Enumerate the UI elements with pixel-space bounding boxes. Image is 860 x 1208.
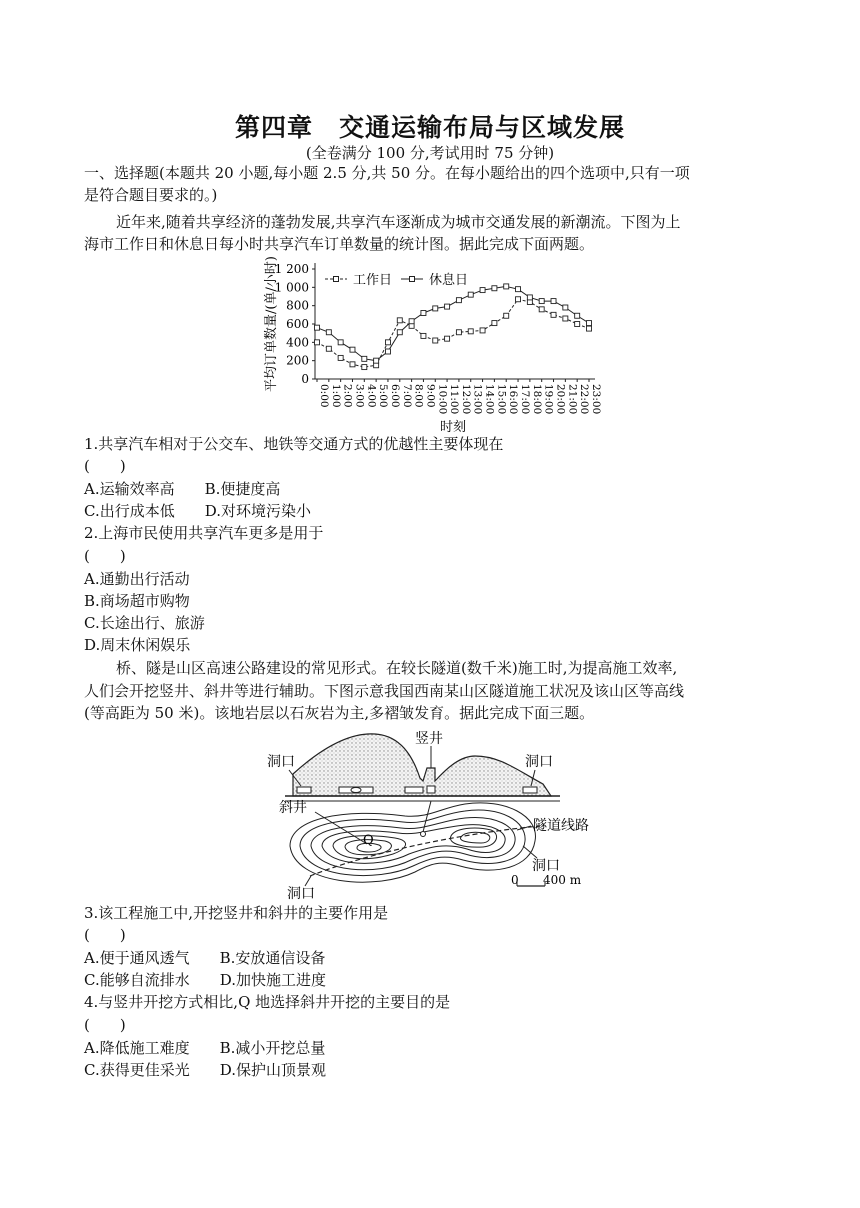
data-point-workday bbox=[362, 365, 367, 370]
x-tick-label: 13:00 bbox=[471, 384, 484, 415]
data-point-holiday bbox=[480, 288, 485, 293]
data-point-holiday bbox=[350, 347, 355, 352]
x-tick-label: 18:00 bbox=[530, 384, 543, 415]
q2-option-b: B.商场超市购物 bbox=[84, 592, 190, 610]
data-point-workday bbox=[551, 312, 556, 317]
data-point-holiday bbox=[587, 321, 592, 326]
label-portal-bottom-right: 洞口 bbox=[532, 858, 560, 874]
y-tick-label: 800 bbox=[286, 298, 309, 313]
x-tick-label: 11:00 bbox=[448, 384, 461, 415]
x-tick-label: 2:00 bbox=[341, 384, 354, 408]
y-tick-label: 200 bbox=[286, 353, 309, 368]
q3-stem: 3.该工程施工中,开挖竖井和斜井的主要作用是 bbox=[84, 904, 389, 922]
data-point-holiday bbox=[409, 319, 414, 324]
data-point-workday bbox=[338, 355, 343, 360]
data-point-holiday bbox=[315, 325, 320, 330]
x-axis-title: 时刻 bbox=[439, 420, 467, 435]
x-tick-label: 7:00 bbox=[400, 384, 413, 408]
q4-options-row2: C.获得更佳采光 D.保护山顶景观 bbox=[84, 1061, 326, 1079]
label-portal-right: 洞口 bbox=[525, 754, 553, 770]
data-point-holiday bbox=[539, 299, 544, 304]
q2-blank: ( ) bbox=[84, 547, 126, 565]
x-tick-label: 1:00 bbox=[329, 384, 342, 408]
x-tick-label: 6:00 bbox=[388, 384, 401, 408]
data-point-holiday bbox=[421, 311, 426, 316]
x-tick-label: 0:00 bbox=[318, 384, 330, 408]
passage2-line3: (等高距为 50 米)。该地岩层以石灰岩为主,多褶皱发育。据此完成下面三题。 bbox=[84, 704, 595, 722]
data-point-holiday bbox=[551, 299, 556, 304]
label-q: Q bbox=[363, 833, 374, 848]
x-tick-label: 3:00 bbox=[353, 384, 366, 408]
section-heading-cont: 是符合题目要求的。) bbox=[84, 186, 218, 204]
tunnel-portal-left bbox=[297, 787, 311, 793]
q3-blank: ( ) bbox=[84, 926, 126, 944]
legend-marker bbox=[334, 277, 339, 282]
y-axis-title: 平均订单数量/(单/小时) bbox=[264, 256, 279, 392]
data-point-holiday bbox=[385, 349, 390, 354]
q3-options-row1: A.便于通风透气 B.安放通信设备 bbox=[84, 949, 326, 967]
data-point-holiday bbox=[338, 340, 343, 345]
data-point-workday bbox=[516, 297, 521, 302]
label-shaft: 竖井 bbox=[415, 731, 443, 747]
x-tick-label: 22:00 bbox=[578, 384, 591, 415]
data-point-workday bbox=[504, 313, 509, 318]
data-point-holiday bbox=[516, 287, 521, 292]
data-point-holiday bbox=[397, 330, 402, 335]
data-point-holiday bbox=[445, 304, 450, 309]
data-point-holiday bbox=[468, 292, 473, 297]
data-point-holiday bbox=[456, 298, 461, 303]
data-point-holiday bbox=[326, 330, 331, 335]
data-point-workday bbox=[315, 340, 320, 345]
orders-line-chart bbox=[255, 255, 605, 437]
data-point-holiday bbox=[362, 356, 367, 361]
data-point-workday bbox=[492, 321, 497, 326]
x-tick-label: 10:00 bbox=[436, 384, 449, 415]
passage1-line2: 海市工作日和休息日每小时共享汽车订单数量的统计图。据此完成下面两题。 bbox=[84, 235, 595, 253]
series-line-holiday bbox=[317, 286, 589, 360]
label-route: 隧道线路 bbox=[533, 818, 589, 834]
q4-blank: ( ) bbox=[84, 1016, 126, 1034]
legend-marker bbox=[410, 277, 415, 282]
data-point-workday bbox=[587, 326, 592, 331]
x-tick-label: 12:00 bbox=[459, 384, 472, 415]
chapter-title: 第四章 交通运输布局与区域发展 bbox=[234, 113, 625, 142]
y-tick-label: 400 bbox=[286, 335, 309, 350]
q1-blank: ( ) bbox=[84, 457, 126, 475]
x-tick-label: 5:00 bbox=[377, 384, 390, 408]
series-line-workday bbox=[317, 299, 589, 367]
shaft-link bbox=[423, 801, 431, 832]
legend-label: 休息日 bbox=[429, 273, 469, 288]
passage2-line2: 人们会开挖竖井、斜井等进行辅助。下图示意我国西南某山区隧道施工状况及该山区等高线 bbox=[84, 682, 685, 700]
x-tick-label: 4:00 bbox=[365, 384, 378, 408]
incline-shaft bbox=[315, 812, 367, 844]
x-tick-label: 8:00 bbox=[412, 384, 425, 408]
scale-bar bbox=[511, 873, 582, 887]
x-tick-label: 14:00 bbox=[483, 384, 496, 415]
q2-option-a: A.通勤出行活动 bbox=[84, 570, 190, 588]
scale-value: 400 m bbox=[543, 873, 582, 887]
data-point-workday bbox=[445, 336, 450, 341]
label-incline: 斜井 bbox=[279, 800, 307, 816]
data-point-workday bbox=[397, 318, 402, 323]
q2-stem: 2.上海市民使用共享汽车更多是用于 bbox=[84, 524, 324, 542]
x-tick-label: 20:00 bbox=[554, 384, 567, 415]
data-point-workday bbox=[326, 346, 331, 351]
y-tick-label: 1 200 bbox=[274, 262, 309, 276]
x-tick-label: 9:00 bbox=[424, 384, 437, 408]
data-point-holiday bbox=[492, 286, 497, 291]
data-point-workday bbox=[563, 316, 568, 321]
x-tick-label: 17:00 bbox=[519, 384, 532, 415]
legend-label: 工作日 bbox=[353, 273, 393, 288]
x-tick-label: 19:00 bbox=[542, 384, 555, 415]
data-point-workday bbox=[421, 333, 426, 338]
data-point-workday bbox=[468, 329, 473, 334]
scale-zero: 0 bbox=[511, 873, 519, 887]
data-point-holiday bbox=[563, 305, 568, 310]
q1-stem: 1.共享汽车相对于公交车、地铁等交通方式的优越性主要体现在 bbox=[84, 435, 504, 453]
data-point-holiday bbox=[575, 313, 580, 318]
x-tick-label: 21:00 bbox=[566, 384, 579, 415]
y-tick-label: 0 bbox=[301, 372, 309, 386]
exam-info: (全卷满分 100 分,考试用时 75 分钟) bbox=[305, 144, 555, 162]
q2-option-c: C.长途出行、旅游 bbox=[84, 614, 205, 632]
label-portal-left: 洞口 bbox=[267, 754, 295, 770]
tunnel-segment-mid bbox=[405, 787, 423, 793]
data-point-holiday bbox=[504, 284, 509, 289]
q3-options-row2: C.能够自流排水 D.加快施工进度 bbox=[84, 971, 326, 989]
tunnel-cross bbox=[351, 788, 361, 793]
data-point-holiday bbox=[374, 358, 379, 363]
data-point-holiday bbox=[527, 295, 532, 300]
q1-options-row1: A.运输效率高 B.便捷度高 bbox=[84, 480, 281, 498]
tunnel-portal-right bbox=[523, 787, 537, 793]
y-tick-label: 600 bbox=[286, 317, 309, 331]
data-point-holiday bbox=[433, 306, 438, 311]
label-portal-bottom-left: 洞口 bbox=[287, 886, 315, 902]
data-point-workday bbox=[385, 340, 390, 345]
section-heading: 一、选择题(本题共 20 小题,每小题 2.5 分,共 50 分。在每小题给出的四个选项中,只有一项 bbox=[84, 164, 690, 182]
x-tick-label: 23:00 bbox=[590, 384, 602, 415]
q4-stem: 4.与竖井开挖方式相比,Q 地选择斜井开挖的主要目的是 bbox=[84, 993, 451, 1011]
x-tick-label: 15:00 bbox=[495, 384, 508, 415]
q4-options-row1: A.降低施工难度 B.减小开挖总量 bbox=[84, 1039, 326, 1057]
q2-option-d: D.周末休闲娱乐 bbox=[84, 636, 191, 654]
data-point-workday bbox=[480, 328, 485, 333]
data-point-workday bbox=[433, 338, 438, 343]
q1-options-row2: C.出行成本低 D.对环境污染小 bbox=[84, 502, 311, 520]
y-tick-label: 1 000 bbox=[274, 280, 309, 295]
data-point-workday bbox=[350, 362, 355, 367]
tunnel-diagram bbox=[255, 726, 605, 902]
shaft-bottom bbox=[427, 786, 435, 793]
passage1-line1: 近年来,随着共享经济的蓬勃发展,共享汽车逐渐成为城市交通发展的新潮流。下图为上 bbox=[116, 213, 681, 231]
data-point-workday bbox=[575, 322, 580, 327]
shaft-marker bbox=[421, 832, 426, 837]
data-point-workday bbox=[456, 330, 461, 335]
data-point-workday bbox=[539, 307, 544, 312]
x-tick-label: 16:00 bbox=[507, 384, 520, 415]
passage2-line1: 桥、隧是山区高速公路建设的常见形式。在较长隧道(数千米)施工时,为提高施工效率, bbox=[116, 659, 678, 677]
